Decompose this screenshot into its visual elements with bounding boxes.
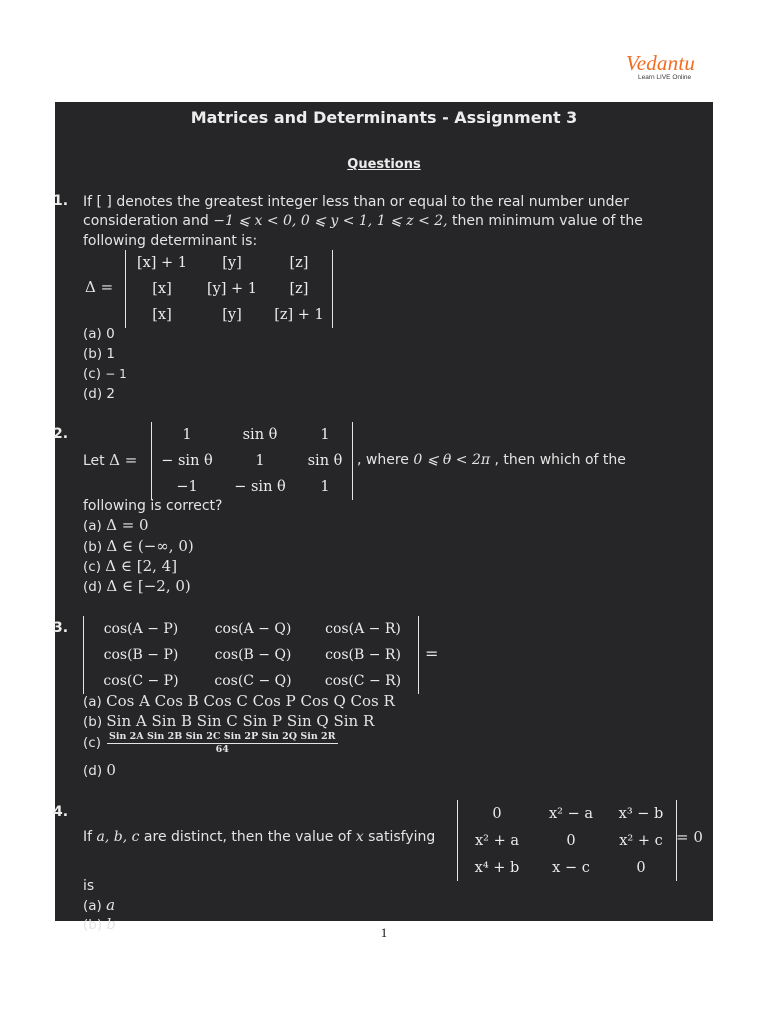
q4-cell: 0 (636, 859, 646, 876)
q2-option-a: (a) Δ = 0 (83, 516, 149, 534)
q2-where-b: , then which of the (490, 452, 626, 468)
q1-cell: [z] (289, 281, 309, 297)
q1-line2-math: −1 ⩽ x < 0, 0 ⩽ y < 1, 1 ⩽ z < 2, (213, 213, 448, 229)
q2-option-c: (c) Δ ∈ [2, 4] (83, 557, 178, 575)
q2-delta-label: Δ = (109, 451, 138, 469)
q4-text: If a, b, c are distinct, then the value of x satisfying (83, 829, 436, 845)
q3-cell: cos(B − P) (103, 647, 179, 663)
page-number: 1 (380, 925, 388, 940)
q1-cell: [x] + 1 (136, 255, 188, 271)
q4-determinant (457, 800, 677, 881)
q1-cell: [y] (222, 307, 242, 323)
q4-cell: x³ − b (618, 805, 664, 822)
q4-cell: x² + c (619, 832, 663, 849)
q1-delta-label: Δ = (85, 278, 114, 296)
q1-line2 (83, 211, 643, 231)
q2-cell: sin θ (307, 453, 343, 469)
q1-cell: [y] (222, 255, 242, 271)
q3-option-c-fraction: Sin 2A Sin 2B Sin 2C Sin 2P Sin 2Q Sin 2R 64 (108, 731, 336, 755)
q1-line1: If [ ] denotes the greatest integer less than or equal to the real number under (83, 194, 629, 210)
q4-option-a: (a) a (83, 896, 116, 914)
q4-cell: x² − a (548, 805, 593, 822)
q2-number: 2. (53, 426, 69, 442)
q2-where-math: 0 ⩽ θ < 2π (413, 452, 491, 468)
q1-line2-text-b: then minimum value of the (447, 213, 643, 229)
q3-cell: cos(B − Q) (214, 647, 292, 663)
q3-equals: = (425, 644, 439, 663)
q2-where-a: , where (357, 452, 414, 468)
q3-determinant (83, 616, 419, 694)
q4-cell: 0 (566, 832, 576, 849)
q2-option-d: (d) Δ ∈ [−2, 0) (83, 577, 191, 595)
q3-number: 3. (53, 620, 69, 636)
q4-cell: x − c (552, 859, 590, 876)
document-panel (53, 102, 713, 933)
q2-let (83, 450, 137, 471)
q3-option-d: (d) 0 (83, 761, 116, 779)
page-title: Matrices and Determinants - Assignment 3 (190, 108, 578, 127)
q4-cell: 0 (492, 805, 502, 822)
q1-option-b: (b) 1 (83, 346, 115, 362)
logo-wordmark: Vedantu (626, 51, 696, 75)
vedantu-logo (626, 52, 708, 92)
q2-cell: 1 (182, 427, 192, 443)
q4-option-b: (b) b (83, 915, 117, 933)
q2-cell: 1 (255, 453, 265, 469)
q1-cell: [y] + 1 (206, 281, 258, 297)
q3-cell: cos(C − Q) (214, 673, 292, 689)
q3-cell: cos(A − Q) (214, 621, 292, 637)
q4-equals-zero: = 0 (676, 828, 703, 846)
q1-cell: [x] (152, 307, 172, 323)
q1-line2-text-a: consideration and (83, 213, 214, 229)
q2-determinant (151, 422, 353, 500)
q2-where (357, 450, 626, 470)
q4-cell: x⁴ + b (474, 859, 520, 876)
q2-option-b: (b) Δ ∈ (−∞, 0) (83, 537, 194, 555)
q3-option-c: (c) Sin 2A Sin 2B Sin 2C Sin 2P Sin 2Q Sin 2R 64 (83, 731, 336, 755)
q2-cell: −1 (176, 479, 198, 495)
q1-cell: [z] + 1 (274, 307, 324, 323)
q4-is: is (83, 878, 95, 894)
q4-cell: x² + a (474, 832, 519, 849)
q2-cell: − sin θ (161, 453, 213, 469)
q1-line3: following determinant is: (83, 233, 258, 249)
q1-number: 1. (53, 193, 69, 209)
q2-cell: sin θ (242, 427, 278, 443)
logo-tagline: Learn LIVE Online (638, 74, 692, 81)
q3-option-b: (b) Sin A Sin B Sin C Sin P Sin Q Sin R (83, 712, 375, 730)
q2-cell: − sin θ (234, 479, 286, 495)
q1-cell: [z] (289, 255, 309, 271)
q3-cell: cos(A − P) (103, 621, 179, 637)
q1-option-a: (a) 0 (83, 326, 115, 342)
q1-option-d: (d) 2 (83, 386, 115, 402)
q3-cell: cos(C − R) (324, 673, 402, 689)
q1-cell: [x] (152, 281, 172, 297)
q4-number: 4. (53, 804, 69, 820)
q1-option-c: (c) − 1 (83, 366, 127, 382)
q2-let-word: Let (83, 453, 105, 469)
q3-option-a: (a) Cos A Cos B Cos C Cos P Cos Q Cos R (83, 692, 395, 710)
q1-determinant (125, 250, 333, 328)
q2-cell: 1 (320, 427, 330, 443)
q2-cell: 1 (320, 479, 330, 495)
q3-cell: cos(C − P) (103, 673, 179, 689)
q2-line2: following is correct? (83, 498, 223, 514)
q3-cell: cos(A − R) (325, 621, 401, 637)
questions-heading: Questions (347, 157, 421, 172)
q3-cell: cos(B − R) (325, 647, 401, 663)
